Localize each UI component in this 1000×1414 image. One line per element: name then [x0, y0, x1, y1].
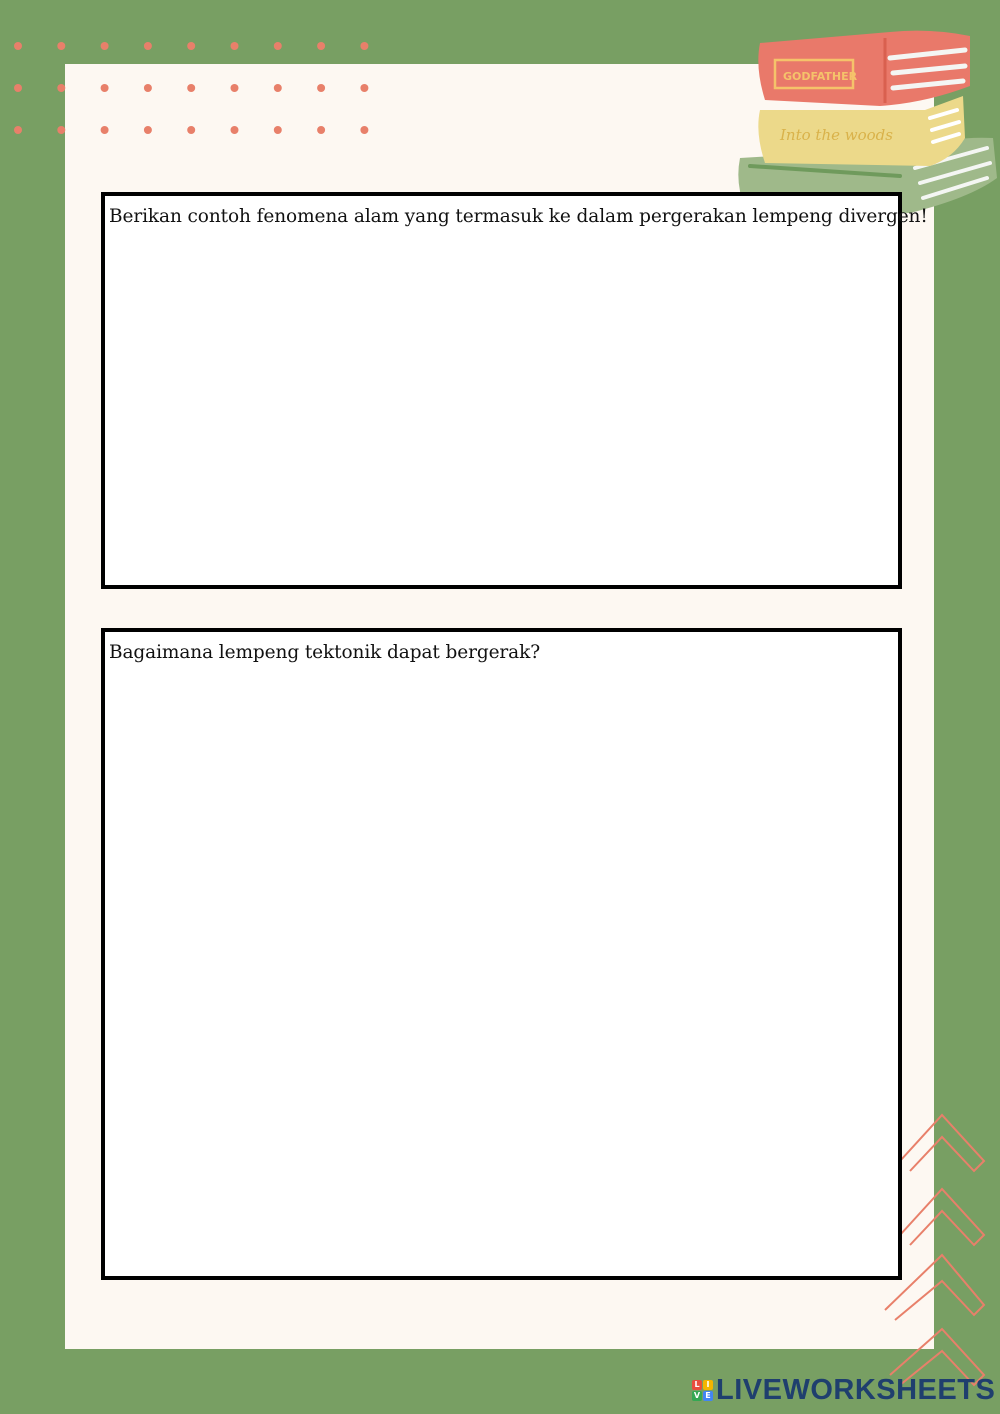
decorative-dot: [317, 84, 325, 92]
live-logo-icon: [692, 1380, 713, 1401]
brand-name: LIVEWORKSHEETS: [716, 1373, 996, 1406]
answer-box-2[interactable]: [101, 628, 902, 1280]
dot-pattern-decoration: [0, 0, 380, 150]
decorative-dot: [231, 84, 239, 92]
logo-letter-l: L: [692, 1380, 702, 1390]
decorative-dot: [274, 42, 282, 50]
decorative-dot: [144, 42, 152, 50]
question-1-text: Berikan contoh fenomena alam yang termasuk ke dalam pergerakan lempeng divergen!: [109, 206, 928, 227]
question-2-text: Bagaimana lempeng tektonik dapat bergerak?: [109, 642, 541, 663]
decorative-dot: [274, 126, 282, 134]
decorative-dot: [360, 126, 368, 134]
decorative-dot: [144, 84, 152, 92]
decorative-dot: [101, 42, 109, 50]
decorative-dot: [57, 42, 65, 50]
decorative-dot: [101, 126, 109, 134]
logo-letter-e: E: [703, 1391, 713, 1401]
decorative-dot: [144, 126, 152, 134]
book-title-into-the-woods: Into the woods: [780, 126, 893, 144]
decorative-dot: [101, 84, 109, 92]
decorative-dot: [57, 84, 65, 92]
answer-box-1[interactable]: [101, 192, 928, 589]
decorative-dot: [317, 42, 325, 50]
decorative-dot: [317, 126, 325, 134]
decorative-dot: [14, 84, 22, 92]
decorative-dot: [360, 42, 368, 50]
decorative-dot: [187, 126, 195, 134]
decorative-dot: [187, 84, 195, 92]
decorative-dot: [231, 126, 239, 134]
decorative-dot: [14, 126, 22, 134]
decorative-dot: [274, 84, 282, 92]
logo-letter-i: I: [703, 1380, 713, 1390]
book-title-godfather: GODFATHER: [783, 70, 858, 83]
liveworksheets-logo: [692, 1374, 995, 1406]
decorative-dot: [187, 42, 195, 50]
decorative-dot: [14, 42, 22, 50]
logo-letter-v: V: [693, 1390, 701, 1400]
decorative-dot: [360, 84, 368, 92]
decorative-dot: [57, 126, 65, 134]
decorative-dot: [231, 42, 239, 50]
